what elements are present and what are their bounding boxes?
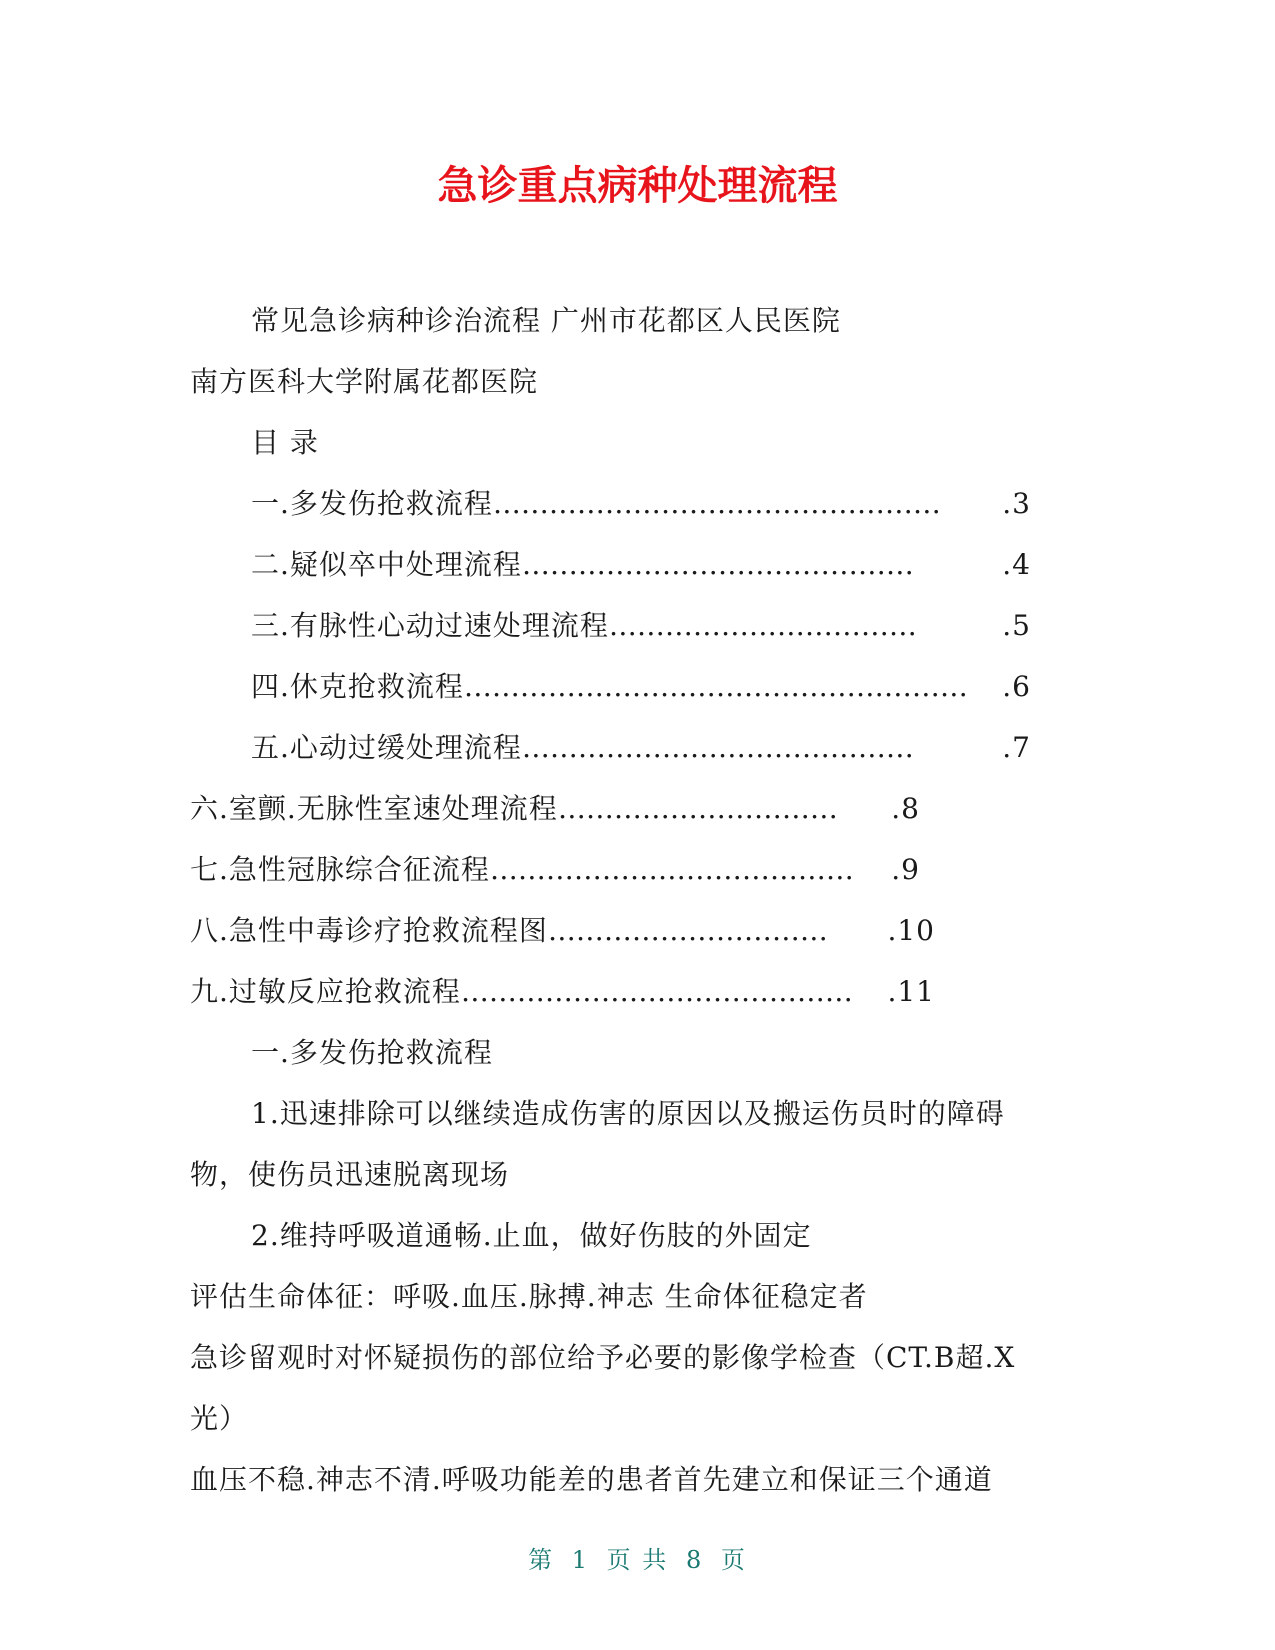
toc-entry[interactable] [190, 656, 1031, 717]
toc-entry-page: .6 [1002, 670, 1031, 703]
toc-entry-page: .10 [887, 914, 935, 947]
paragraph-line: 物，使伤员迅速脱离现场 [190, 1158, 510, 1191]
toc-entry[interactable] [190, 900, 935, 961]
toc-entry-leader: …………………………………… [521, 731, 914, 764]
footer-total-pages: 8 [685, 1546, 704, 1574]
toc-entry-label: 二.疑似卒中处理流程 [251, 548, 522, 581]
toc-entry[interactable] [190, 961, 935, 1022]
toc-entry-label: 七.急性冠脉综合征流程 [190, 853, 490, 886]
toc-entry-label: 一.多发伤抢救流程 [251, 487, 493, 520]
intro-line-2: 南方医科大学附属花都医院 [190, 365, 539, 398]
footer-prefix: 第 [528, 1546, 555, 1574]
toc-entry-leader: …………………………………… [521, 548, 914, 581]
paragraph-line: 1.迅速排除可以继续造成伤害的原因以及搬运伤员时的障碍 [251, 1097, 1005, 1130]
toc-entry-page: .3 [1002, 487, 1031, 520]
toc-entry-leader: ………………………………… [489, 853, 854, 886]
paragraph-line: 急诊留观时对怀疑损伤的部位给予必要的影像学检查（CT.B超.X [190, 1341, 1016, 1374]
footer-current-page: 1 [571, 1546, 590, 1574]
intro-line-1: 常见急诊病种诊治流程 广州市花都区人民医院 [251, 304, 841, 337]
toc-entry[interactable] [190, 839, 920, 900]
toc-entry-label: 三.有脉性心动过速处理流程 [251, 609, 609, 642]
footer-middle: 页 共 [606, 1546, 669, 1574]
toc-entry-page: .9 [891, 853, 920, 886]
toc-entry-label: 四.休克抢救流程 [251, 670, 464, 703]
toc-entry-page: .8 [891, 792, 920, 825]
toc-entry-leader: ……………………………………………… [463, 670, 968, 703]
toc-entry-label: 五.心动过缓处理流程 [251, 731, 522, 764]
toc-entry-label: 六.室颤.无脉性室速处理流程 [190, 792, 558, 825]
toc-heading: 目 录 [251, 426, 319, 459]
toc-entry[interactable] [190, 778, 920, 839]
toc-entry-page: .11 [887, 975, 935, 1008]
toc-entry[interactable] [190, 717, 1031, 778]
toc-entry-leader: ………………………………………… [492, 487, 941, 520]
paragraph-line: 光） [190, 1402, 249, 1435]
toc-entry-label: 八.急性中毒诊疗抢救流程图 [190, 914, 548, 947]
paragraph-line: 2.维持呼吸道通畅.止血，做好伤肢的外固定 [251, 1219, 812, 1252]
toc-entry-leader: …………………………………… [460, 975, 853, 1008]
toc-entry[interactable] [190, 595, 1031, 656]
toc-entry-leader: …………………………… [608, 609, 917, 642]
toc-entry-label: 九.过敏反应抢救流程 [190, 975, 461, 1008]
paragraph-line: 血压不稳.神志不清.呼吸功能差的患者首先建立和保证三个通道 [190, 1463, 993, 1496]
footer-suffix: 页 [720, 1546, 747, 1574]
toc-entry[interactable] [190, 534, 1031, 595]
page-footer [0, 1540, 1275, 1575]
toc-entry-leader: ………………………… [547, 914, 828, 947]
toc-entry-page: .4 [1002, 548, 1031, 581]
document-title: 急诊重点病种处理流程 [437, 163, 838, 209]
document-body [190, 290, 1070, 1510]
toc-entry-page: .7 [1002, 731, 1031, 764]
toc-entry-leader: ………………………… [557, 792, 838, 825]
toc-entry[interactable] [190, 473, 1031, 534]
paragraph-line: 评估生命体征：呼吸.血压.脉搏.神志 生命体征稳定者 [190, 1280, 868, 1313]
section-heading: 一.多发伤抢救流程 [251, 1036, 493, 1069]
toc-entry-page: .5 [1002, 609, 1031, 642]
